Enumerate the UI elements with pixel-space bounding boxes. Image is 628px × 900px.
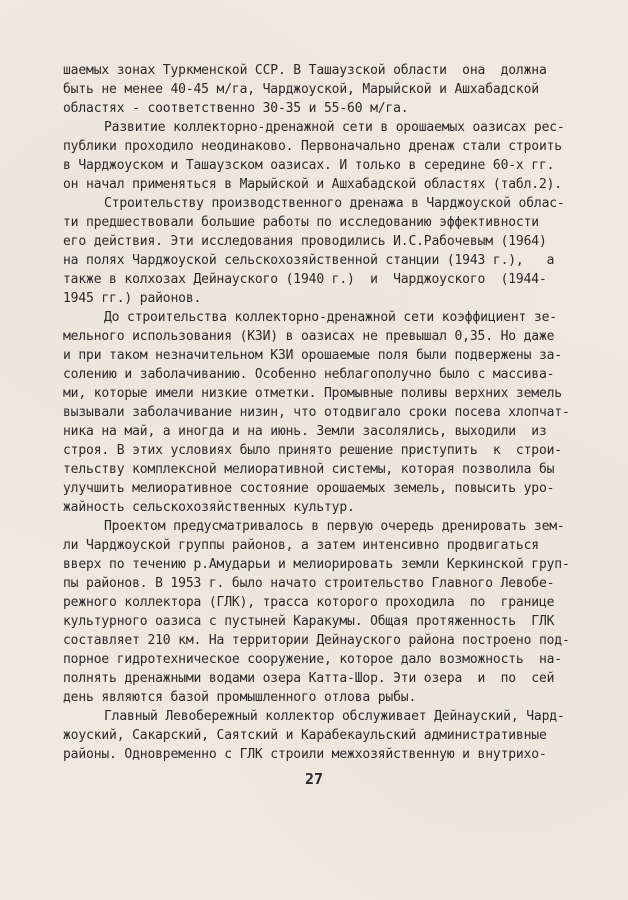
text-line: публики проходило неодинаково. Первоначально дренаж стали строить bbox=[63, 139, 562, 154]
text-line: солению и заболачиванию. Особенно неблагополучно было с массива- bbox=[63, 367, 555, 382]
text-line: шаемых зонах Туркменской ССР. В Ташаузской области она должна bbox=[63, 63, 547, 78]
text-line: и при таком незначительном КЗИ орошаемые поля были подвержены за- bbox=[63, 348, 562, 363]
page-number: 27 bbox=[304, 770, 324, 788]
text-line: он начал применяться в Марыйской и Ашхабадской областях (табл.2). bbox=[63, 177, 562, 192]
text-line: 1945 гг.) районов. bbox=[63, 291, 202, 306]
text-line: строя. В этих условиях было принято решение приступить к строи- bbox=[63, 443, 562, 458]
paragraph-first-line: Развитие коллекторно-дренажной сети в орошаемых оазисах рес- bbox=[104, 120, 565, 135]
text-line: быть не менее 40-45 м/га, Чарджоуской, Марыйской и Ашхабадской bbox=[63, 82, 539, 97]
paragraph-first-line: Главный Левобережный коллектор обслуживает Дейнауский, Чард- bbox=[104, 709, 565, 724]
text-line: ли Чарджоуской группы районов, а затем интенсивно продвигаться bbox=[63, 538, 539, 553]
text-line: полнять дренажными водами озера Катта-Шор. Эти озера и по сей bbox=[63, 671, 555, 686]
text-line: на полях Чарджоуской сельскохозяйственной станции (1943 г.), а bbox=[63, 253, 555, 268]
text-line: порное гидротехническое сооружение, которое дало возможность на- bbox=[63, 652, 562, 667]
text-line: пы районов. В 1953 г. было начато строительство Главного Левобе- bbox=[63, 576, 555, 591]
paragraph-first-line: До строительства коллекторно-дренажной сети коэффициент зе- bbox=[104, 310, 557, 325]
text-line: районы. Одновременно с ГЛК строили межхозяйственную и внутрихо- bbox=[63, 747, 547, 762]
text-line: составляет 210 км. На территории Дейнауского района построено под- bbox=[63, 633, 570, 648]
text-line: ти предшествовали большие работы по исследованию эффективности bbox=[63, 215, 539, 230]
text-line: жоуский, Сакарский, Саятский и Карабекаульский административные bbox=[63, 728, 547, 743]
text-line: культурного оазиса с пустыней Каракумы. Общая протяженность ГЛК bbox=[63, 614, 555, 629]
text-line: день являются базой промышленного отлова рыбы. bbox=[63, 690, 417, 705]
text-line: жайность сельскохозяйственных культур. bbox=[63, 500, 355, 515]
text-line: ника на май, а иногда и на июнь. Земли засолялись, выходили из bbox=[63, 424, 547, 439]
text-line: тельству комплексной мелиоративной системы, которая позволила бы bbox=[63, 462, 555, 477]
paragraph-first-line: Проектом предусматривалось в первую очередь дренировать зем- bbox=[104, 519, 565, 534]
text-line: улучшить мелиоративное состояние орошаемых земель, повысить уро- bbox=[63, 481, 555, 496]
text-line: вверх по течению р.Амударьи и мелиорировать земли Керкинской груп- bbox=[63, 557, 570, 572]
text-line: также в колхозах Дейнауского (1940 г.) и Чарджоуского (1944- bbox=[63, 272, 547, 287]
text-line: мельного использования (КЗИ) в оазисах не превышал 0,35. Но даже bbox=[63, 329, 555, 344]
text-line: в Чарджоуском и Ташаузском оазисах. И только в середине 60-х гг. bbox=[63, 158, 555, 173]
text-line: областях - соответственно 30-35 и 55-60 м/га. bbox=[63, 101, 409, 116]
text-line: режного коллектора (ГЛК), трасса которого проходила по границе bbox=[63, 595, 555, 610]
paragraph-first-line: Строительству производственного дренажа в Чарджоуской облас- bbox=[104, 196, 565, 211]
text-line: вызывали заболачивание низин, что отодвигало сроки посева хлопчат- bbox=[63, 405, 570, 420]
text-line: ми, которые имели низкие отметки. Промывные поливы верхних земель bbox=[63, 386, 562, 401]
text-line: его действия. Эти исследования проводились И.С.Рабочевым (1964) bbox=[63, 234, 547, 249]
